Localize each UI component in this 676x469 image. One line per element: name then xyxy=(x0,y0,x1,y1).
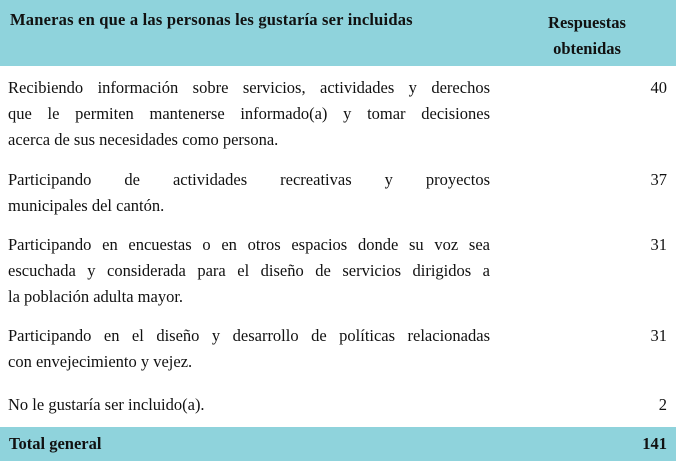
header-value-line-2: obtenidas xyxy=(553,39,621,58)
row-line: con envejecimiento y vejez. xyxy=(8,352,193,371)
table-row-label xyxy=(8,75,490,153)
total-label: Total general xyxy=(9,434,102,453)
table-row-value: 2 xyxy=(658,395,667,414)
total-value: 141 xyxy=(642,434,667,453)
row-line: Participando de actividades recreativas y proyectos xyxy=(8,170,490,189)
table-row-label xyxy=(8,167,490,219)
table-row-value: 40 xyxy=(650,78,667,97)
row-line: Participando en encuestas o en otros espacios donde su voz sea xyxy=(8,235,490,254)
header-value-column xyxy=(520,10,654,62)
total-row xyxy=(0,427,676,461)
row-line: municipales del cantón. xyxy=(8,196,165,215)
row-line: Participando en el diseño y desarrollo de políticas relacionadas xyxy=(8,326,490,345)
table-header xyxy=(0,0,676,66)
row-line: Recibiendo información sobre servicios, actividades y derechos xyxy=(8,78,490,97)
bottom-spacer xyxy=(0,461,676,469)
table-row-label xyxy=(8,232,490,310)
row-line: escuchada y considerada para el diseño de servicios dirigidos a xyxy=(8,261,490,280)
table-row-label xyxy=(8,392,490,418)
row-line: que le permiten mantenerse informado(a) y tomar decisiones xyxy=(8,104,490,123)
row-line: la población adulta mayor. xyxy=(8,287,184,306)
header-label-column: Maneras en que a las personas les gustaría ser incluidas xyxy=(10,10,413,29)
table-row-label xyxy=(8,323,490,375)
table-row-value: 37 xyxy=(650,170,667,189)
table-row-value: 31 xyxy=(650,235,667,254)
table-row-value: 31 xyxy=(650,326,667,345)
row-line: acerca de sus necesidades como persona. xyxy=(8,130,279,149)
header-value-line-1: Respuestas xyxy=(548,13,626,32)
row-line: No le gustaría ser incluido(a). xyxy=(8,395,205,414)
